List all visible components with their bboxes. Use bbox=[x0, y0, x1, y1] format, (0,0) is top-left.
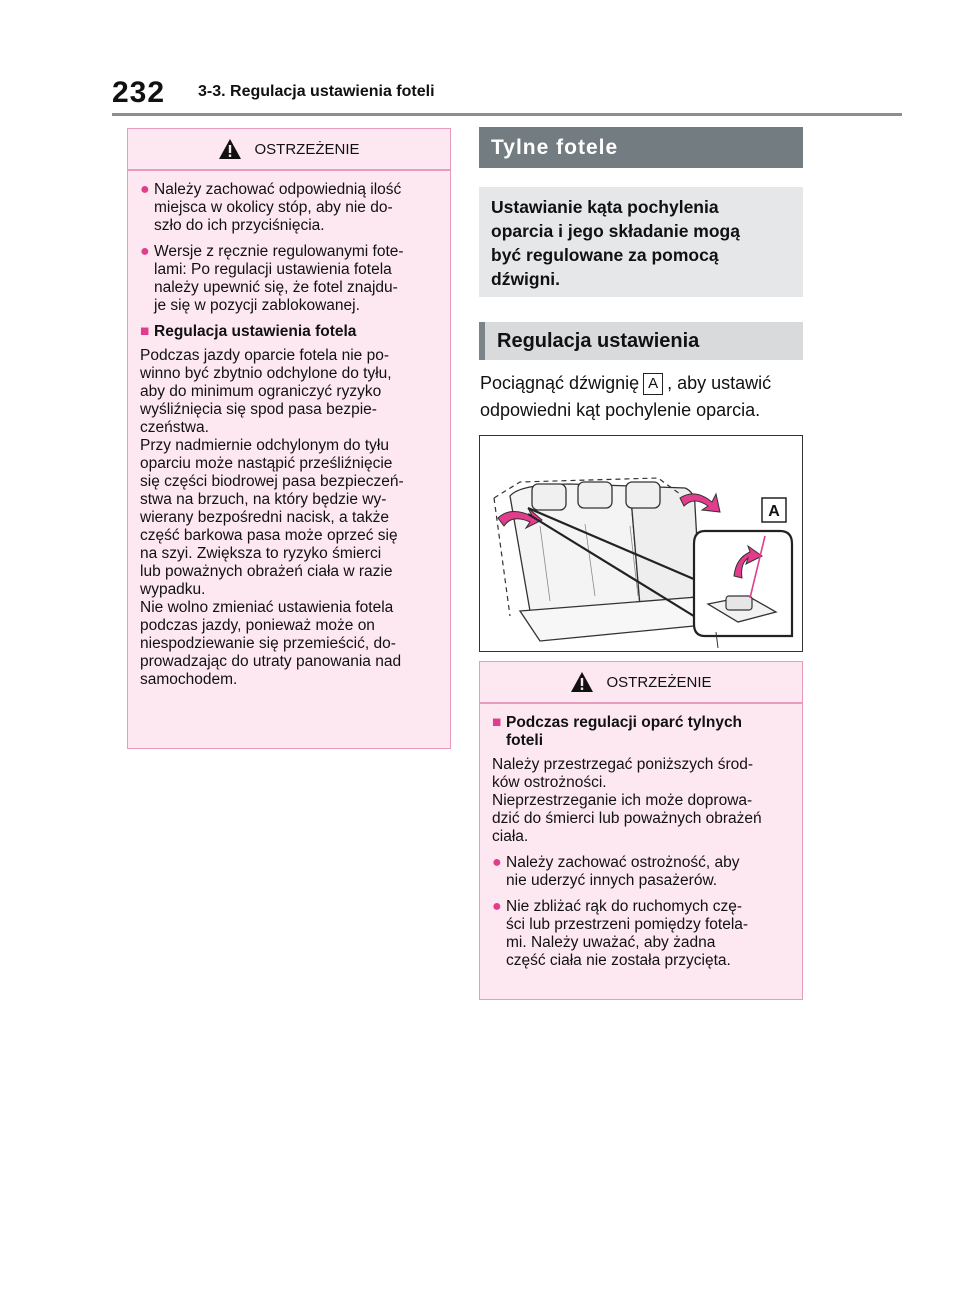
bullet-dot-icon: ● bbox=[492, 853, 502, 871]
warning-body-text: Podczas jazdy oparcie fotela nie po- winno być zbytnio odchylone do tyłu, aby do minimum ograniczyć ryzyko wyśliźnięcia się spod pasa bezpie- czeństwa. Przy nadmiernie odchylonym do tyłu oparciu może nastąpić prześliźnięcie się części biodrowej pasa bezpieczeń- stwa na brzuch, na który będzie wy- wierany bezpośredni nacisk, a także część barkowa pasa może oprzeć się na szyi. Zwiększa to ryzyko śmierci lub poważnych obrażeń ciała w razie wypadku. Nie wolno zmieniać ustawienia fotela podczas jazdy, ponieważ może on niespodziewanie się przemieścić, do- prowadzając do utraty panowania nad samochodem. bbox=[140, 346, 404, 688]
page-header bbox=[112, 76, 902, 112]
page-number: 232 bbox=[112, 76, 166, 109]
warning-triangle-icon bbox=[218, 138, 242, 160]
warning-subheading: ■ Podczas regulacji oparć tylnych foteli bbox=[492, 713, 743, 749]
warning-triangle-icon bbox=[570, 671, 594, 693]
list-item: ● Należy zachować ostrożność, aby nie uderzyć innych pasażerów. bbox=[492, 853, 740, 889]
header-rule bbox=[112, 113, 902, 116]
warning-header bbox=[492, 662, 790, 702]
rear-seat-drawing bbox=[480, 436, 801, 650]
bullet-dot-icon: ● bbox=[492, 897, 502, 915]
list-item: ● Wersje z ręcznie regulowanymi fote- lami: Po regulacji ustawienia fotela należy upewnić się, że fotel znajdu- je się w pozycji zablokowanej. bbox=[140, 242, 404, 314]
instruction-text: Pociągnąć dźwignię A , aby ustawić odpowiedni kąt pochylenie oparcia. bbox=[480, 373, 772, 420]
bullet-dot-icon: ● bbox=[140, 180, 150, 198]
seat-illustration bbox=[479, 435, 803, 652]
warning-divider bbox=[480, 702, 802, 704]
square-bullet-icon: ■ bbox=[492, 713, 502, 731]
summary-box: Ustawianie kąta pochylenia oparcia i jego składanie mogą być regulowane za pomocą dźwigni. bbox=[479, 187, 803, 297]
warning-divider bbox=[128, 169, 450, 171]
warning-body-text: Należy przestrzegać poniższych środ- ków ostrożności. Nieprzestrzeganie ich może doprowa- dzić do śmierci lub poważnych obrażeń ciała. bbox=[492, 755, 762, 845]
chapter-title: 3-3. Regulacja ustawienia foteli bbox=[198, 83, 435, 100]
label-a-badge: A bbox=[643, 373, 663, 395]
square-bullet-icon: ■ bbox=[140, 322, 150, 340]
subsection-title: Regulacja ustawienia bbox=[479, 322, 803, 360]
warning-subheading: ■ Regulacja ustawienia fotela bbox=[140, 322, 357, 340]
left-warning-box bbox=[127, 128, 451, 749]
warning-title: OSTRZEŻENIE bbox=[606, 673, 712, 691]
section-title: Tylne fotele bbox=[479, 127, 803, 168]
warning-header bbox=[140, 129, 438, 169]
list-item: ● Należy zachować odpowiednią ilość miejsca w okolicy stóp, aby nie do- szło do ich przyciśnięcia. bbox=[140, 180, 402, 234]
figure-label-a: A bbox=[768, 503, 780, 520]
bullet-dot-icon: ● bbox=[140, 242, 150, 260]
warning-title: OSTRZEŻENIE bbox=[254, 140, 360, 158]
right-warning-box bbox=[479, 661, 803, 1000]
list-item: ● Nie zbliżać rąk do ruchomych czę- ści lub przestrzeni pomiędzy fotela- mi. Należy uważać, aby żadna część ciała nie została przycięta. bbox=[492, 897, 749, 969]
